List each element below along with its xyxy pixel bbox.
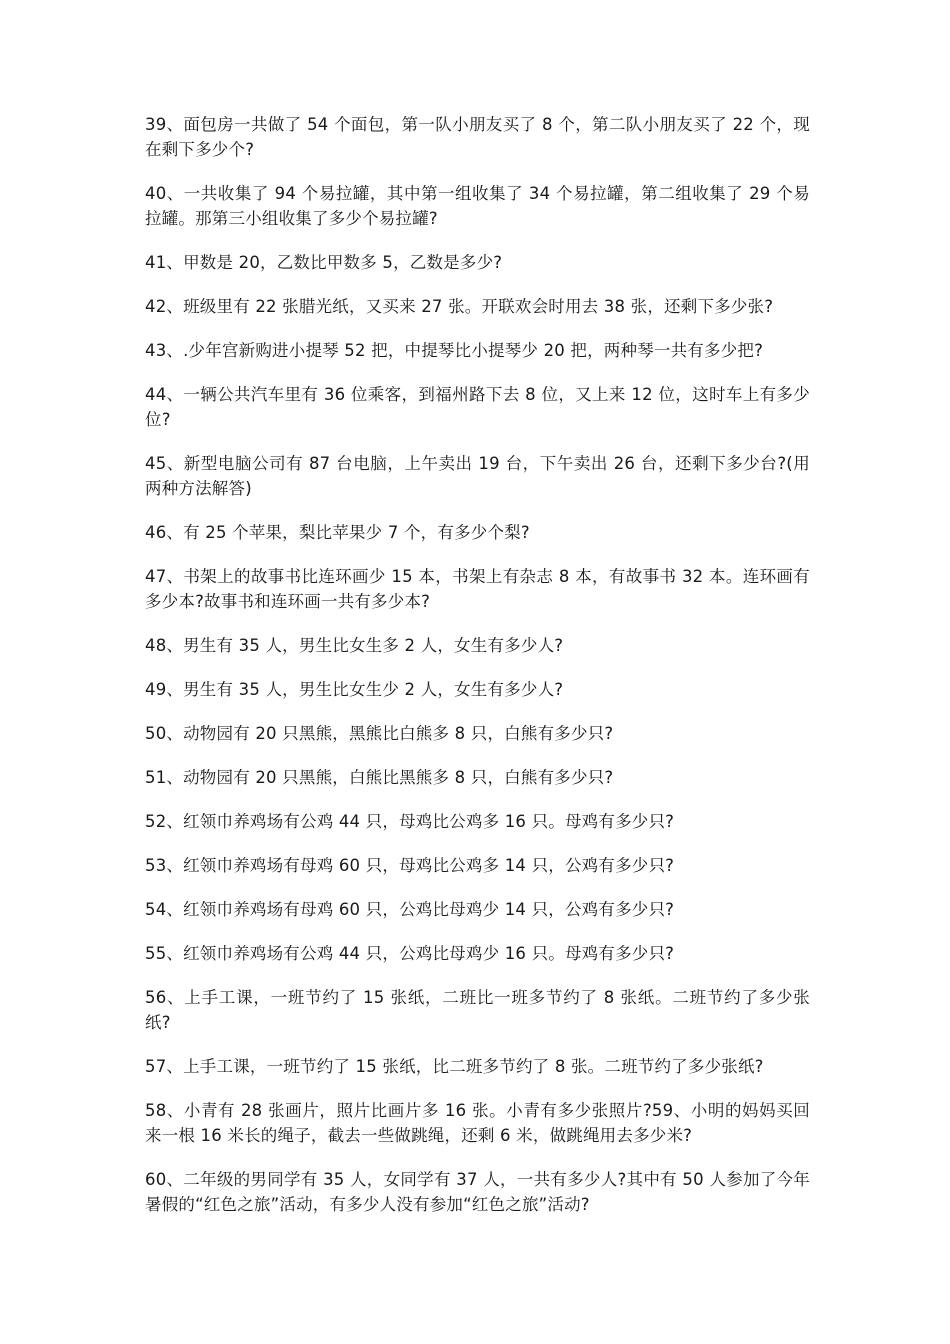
question-45: 45、新型电脑公司有 87 台电脑，上午卖出 19 台，下午卖出 26 台，还剩下多少台?(用两种方法解答) <box>145 454 810 498</box>
question-49: 49、男生有 35 人，男生比女生少 2 人，女生有多少人? <box>145 680 564 699</box>
question-41: 41、甲数是 20，乙数比甲数多 5，乙数是多少? <box>145 253 503 272</box>
question-39: 39、面包房一共做了 54 个面包，第一队小朋友买了 8 个，第二队小朋友买了 22 个，现在剩下多少个? <box>145 115 810 159</box>
question-51: 51、动物园有 20 只黑熊，白熊比黑熊多 8 只，白熊有多少只? <box>145 768 614 787</box>
question-42: 42、班级里有 22 张腊光纸，又买来 27 张。开联欢会时用去 38 张，还剩下多少张? <box>145 297 774 316</box>
question-46: 46、有 25 个苹果，梨比苹果少 7 个，有多少个梨? <box>145 523 530 542</box>
question-54: 54、红领巾养鸡场有母鸡 60 只，公鸡比母鸡少 14 只，公鸡有多少只? <box>145 900 675 919</box>
question-58-59: 58、小青有 28 张画片，照片比画片多 16 张。小青有多少张照片?59、小明的妈妈买回来一根 16 米长的绳子，截去一些做跳绳，还剩 6 米，做跳绳用去多少米? <box>145 1101 810 1145</box>
question-60: 60、二年级的男同学有 35 人，女同学有 37 人，一共有多少人?其中有 50 人参加了今年暑假的“红色之旅”活动，有多少人没有参加“红色之旅”活动? <box>145 1170 810 1214</box>
question-48: 48、男生有 35 人，男生比女生多 2 人，女生有多少人? <box>145 636 564 655</box>
question-47: 47、书架上的故事书比连环画少 15 本，书架上有杂志 8 本，有故事书 32 本。连环画有多少本?故事书和连环画一共有多少本? <box>145 567 810 611</box>
question-53: 53、红领巾养鸡场有母鸡 60 只，母鸡比公鸡多 14 只，公鸡有多少只? <box>145 856 675 875</box>
question-44: 44、一辆公共汽车里有 36 位乘客，到福州路下去 8 位，又上来 12 位，这时车上有多少位? <box>145 385 810 429</box>
question-50: 50、动物园有 20 只黑熊，黑熊比白熊多 8 只，白熊有多少只? <box>145 724 614 743</box>
question-52: 52、红领巾养鸡场有公鸡 44 只，母鸡比公鸡多 16 只。母鸡有多少只? <box>145 812 675 831</box>
question-55: 55、红领巾养鸡场有公鸡 44 只，公鸡比母鸡少 16 只。母鸡有多少只? <box>145 944 675 963</box>
question-56: 56、上手工课，一班节约了 15 张纸，二班比一班多节约了 8 张纸。二班节约了多少张纸? <box>145 988 810 1032</box>
question-40: 40、一共收集了 94 个易拉罐，其中第一组收集了 34 个易拉罐，第二组收集了 29 个易拉罐。那第三小组收集了多少个易拉罐? <box>145 184 810 228</box>
question-43: 43、.少年宫新购进小提琴 52 把，中提琴比小提琴少 20 把，两种琴一共有多少把? <box>145 341 764 360</box>
question-57: 57、上手工课，一班节约了 15 张纸，比二班多节约了 8 张。二班节约了多少张纸? <box>145 1057 764 1076</box>
question-list <box>145 112 810 1236</box>
